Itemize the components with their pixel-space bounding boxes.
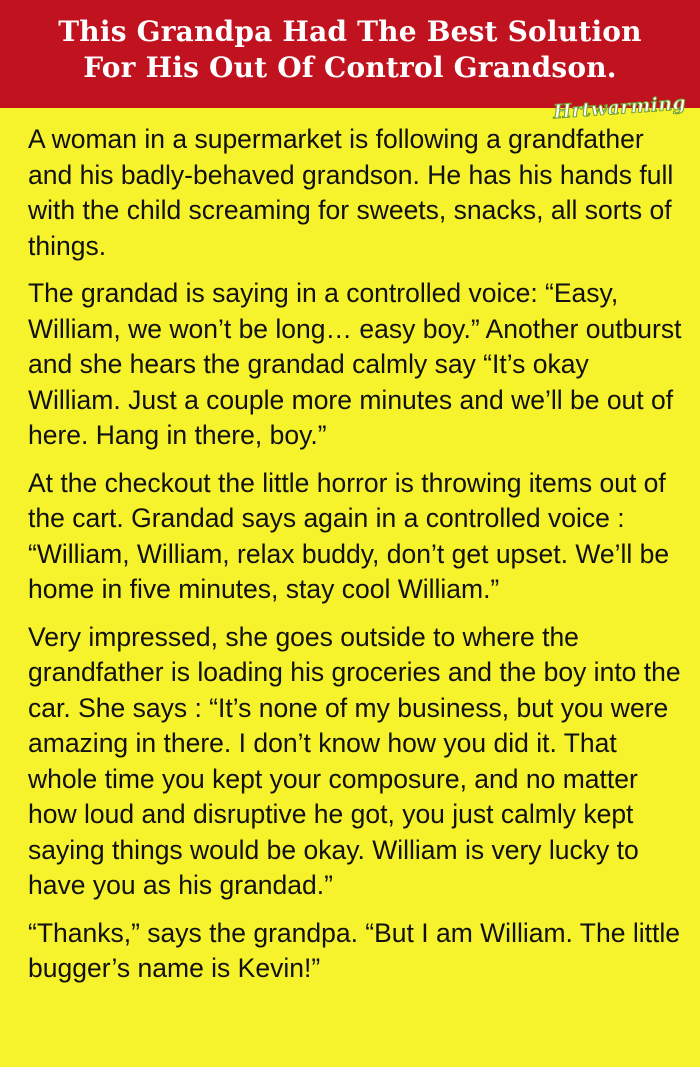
story-paragraph-3: At the checkout the little horror is throwing items out of the cart. Grandad says again in a controlled voice : “William, William, relax buddy, don’t get upset. We’ll be home in five minutes, stay cool William.” <box>28 467 670 604</box>
story-paragraph-1: A woman in a supermarket is following a grandfather and his badly-behaved grandson. He has his hands full with the child screaming for sweets, snacks, all sorts of things. <box>28 124 674 261</box>
story-body <box>28 122 683 999</box>
story-paragraph-2: The grandad is saying in a controlled voice: “Easy, William, we won’t be long… easy boy.” Another outburst and she hears the grandad calmly say “It’s okay William. Just a couple more minutes and we’ll be out of here. Hang in there, boy.” <box>28 278 682 450</box>
story-paragraph-4: Very impressed, she goes outside to where the grandfather is loading his groceries and the boy into the car. She says : “It’s none of my business, but you were amazing in there. I don’t know how you did it. That whole time you kept your composure, and no matter how loud and disruptive he got, you just calmly kept saying things would be okay. William is very lucky to have you as his grandad.” <box>28 621 681 900</box>
brand-watermark: Hrtwarming <box>552 92 687 124</box>
title-banner <box>0 0 700 108</box>
title-line-2: For His Out Of Control Grandson. <box>83 51 617 84</box>
title-line-1: This Grandpa Had The Best Solution <box>58 15 642 48</box>
story-paragraph-5: “Thanks,” says the grandpa. “But I am William. The little bugger’s name is Kevin!” <box>28 917 680 983</box>
